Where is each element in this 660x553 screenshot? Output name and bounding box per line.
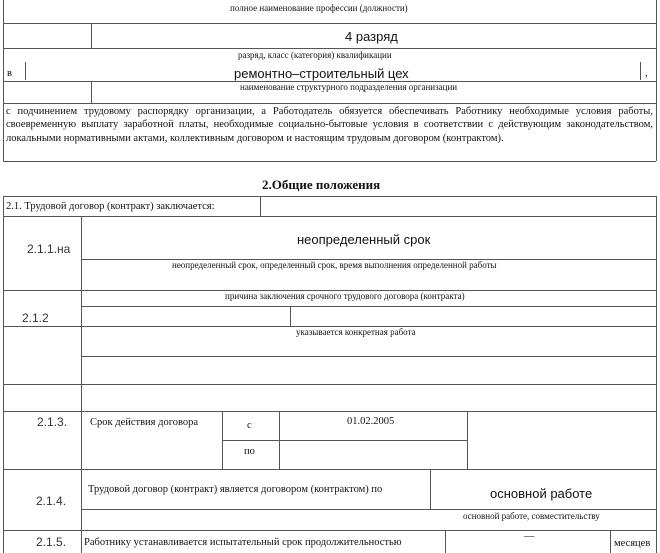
intro-paragraph: с подчинением трудовому распорядку организации, а Работодатель обязуется обеспечивать Работнику необходимые условия работы, своевременную выплату заработной платы, необходимые социально-бытовые условия в соответствии с действующим законодательством, локальными нормативными актами, коллективным договором и настоящим трудовым договором (контрактом). — [6, 106, 653, 144]
clause-2-1-4-number: 2.1.4. — [36, 494, 67, 508]
department-comma: , — [645, 68, 648, 79]
profession-caption: полное наименование профессии (должности) — [230, 3, 408, 13]
validity-label: Срок действия договора — [90, 417, 199, 428]
border-left — [3, 0, 4, 103]
clause-2-1-divider — [260, 196, 261, 216]
work-bottom-line — [3, 411, 656, 412]
clause-2-1-line — [3, 216, 656, 217]
department-value: ремонтно–строительный цех — [234, 66, 409, 81]
from-date: 01.02.2005 — [347, 416, 395, 427]
contract-type-value: основной работе — [490, 486, 593, 501]
clause-2-1-1-number: 2.1.1.на — [27, 242, 71, 256]
para-border-left — [3, 103, 4, 161]
probation-divider-right — [610, 530, 611, 553]
department-box-left — [25, 62, 26, 80]
probation-divider-left — [445, 530, 446, 553]
clause-2-1-2-number: 2.1.2 — [22, 311, 49, 325]
validity-box-right — [467, 411, 468, 469]
validity-bottom-line — [3, 469, 656, 470]
department-divider — [91, 81, 92, 103]
probation-value: — — [524, 531, 535, 542]
probation-label: Работнику устанавливается испытательный срок продолжительностью — [84, 537, 402, 548]
term-caption: неопределенный срок, определенный срок, время выполнения определенной работы — [172, 260, 497, 270]
department-caption: наименование структурного подразделения организации — [240, 82, 458, 92]
clause-2-1-3-number: 2.1.3. — [37, 415, 68, 429]
contract-type-bottom-line — [3, 530, 656, 531]
para-bottom-line — [3, 161, 656, 162]
grade-value: 4 разряд — [345, 29, 398, 44]
contract-type-caption: основной работе, совместительству — [463, 511, 600, 521]
reason-caption: причина заключения срочного трудового договора (контракта) — [225, 291, 465, 301]
table-border-left — [3, 196, 4, 553]
work-line-3 — [3, 384, 656, 385]
clause-2-1: 2.1. Трудовой договор (контракт) заключается: — [6, 201, 215, 212]
probation-unit: месяцев — [614, 538, 651, 549]
contract-type-label: Трудовой договор (контракт) является договором (контрактом) по — [88, 484, 383, 495]
department-box-right — [640, 62, 641, 80]
grade-underline — [3, 48, 656, 49]
term-value: неопределенный срок — [297, 232, 431, 247]
grade-caption: разряд, класс (категория) квалификации — [238, 50, 392, 60]
department-prefix: в — [7, 68, 12, 79]
section-title: 2.Общие положения — [262, 177, 381, 192]
from-label: с — [247, 420, 252, 431]
clause-2-1-5-number: 2.1.5. — [36, 535, 67, 549]
table-top-line — [3, 196, 656, 197]
work-line-2 — [81, 356, 656, 357]
reason-line — [81, 306, 656, 307]
work-caption: указывается конкретная работа — [296, 327, 416, 337]
contract-type-divider — [430, 469, 431, 509]
contract-type-underline — [81, 509, 656, 510]
header-bottom-line — [3, 103, 656, 104]
validity-mid-line — [222, 440, 467, 441]
table-border-right — [656, 196, 657, 553]
to-label: по — [244, 446, 255, 457]
profession-underline — [3, 23, 656, 24]
para-border-right — [656, 103, 657, 161]
profession-block — [0, 0, 660, 24]
border-right — [656, 0, 657, 103]
work-divider — [290, 306, 291, 326]
grade-divider — [91, 23, 92, 48]
